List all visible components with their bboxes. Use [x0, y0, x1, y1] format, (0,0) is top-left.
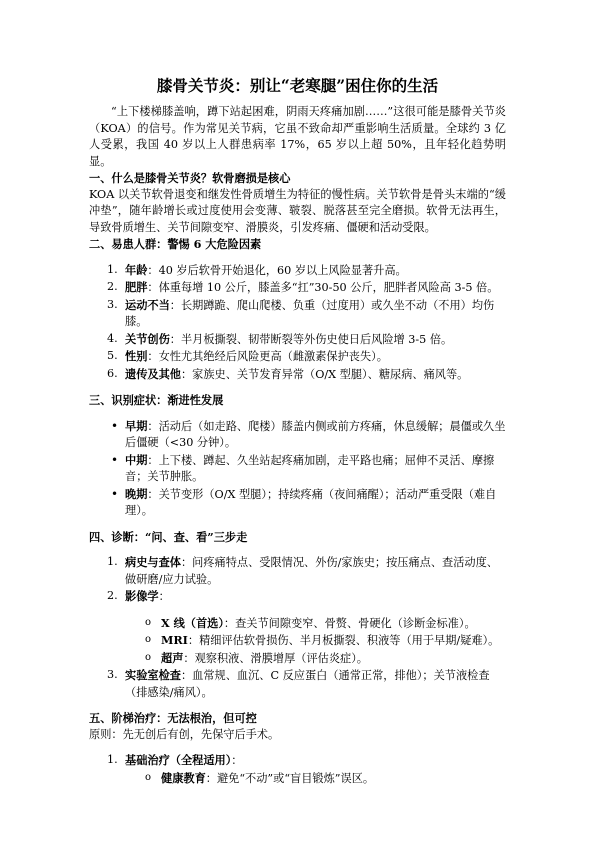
- bullet-icon: •: [111, 418, 119, 433]
- list-item: 2. 肥胖：体重每增 10 公斤，膝盖多“扛”30-50 公斤，肥胖者风险高 3-5 倍。: [107, 280, 499, 294]
- list-item: 2. 影像学：: [107, 589, 170, 603]
- list-item: 4. 关节创伤：半月板撕裂、韧带断裂等外伤史使日后风险增 3-5 倍。: [107, 331, 453, 346]
- list-item: 6. 遗传及其他：家族史、关节发育异常（O/X 型腿）、糖尿病、痛风等。: [107, 366, 469, 381]
- list-item: • 早期：活动后（如走路、爬楼）膝盖内侧或前方疼痛，休息缓解；晨僵或久坐后僵硬（<30 分钟）。: [111, 418, 506, 449]
- section-heading-5: 五、阶梯治疗：无法根治，但可控: [89, 711, 257, 725]
- section-heading-4: 四、诊断：“问、查、看”三步走: [89, 529, 248, 544]
- list-item: o MRI：精细评估软骨损伤、半月板撕裂、积液等（用于早期/疑难）。: [145, 633, 500, 647]
- circle-bullet-icon: o: [145, 616, 152, 628]
- list-item: 5. 性别：女性尤其绝经后风险更高（雌激素保护丧失）。: [107, 349, 388, 363]
- section-heading-1: 一、什么是膝骨关节炎？软骨磨损是核心: [89, 171, 291, 185]
- risk-factor-list: [89, 262, 506, 384]
- list-item: • 中期：上下楼、蹲起、久坐站起疼痛加剧，走平路也痛；屈伸不灵活、摩擦音；关节肿胀。: [111, 452, 495, 483]
- treatment-principle: 原则：先无创后有创，先保守后手术。: [89, 727, 280, 741]
- circle-bullet-icon: o: [145, 634, 152, 645]
- list-item: 3. 实验室检查：血常规、血沉、C 反应蛋白（通常正常，排他）；关节液检查（排感染/痛风）。: [107, 668, 490, 699]
- circle-bullet-icon: o: [145, 651, 152, 663]
- circle-bullet-icon: o: [145, 771, 152, 783]
- list-item: • 晚期：关节变形（O/X 型腿）；持续疼痛（夜间痛醒）；活动严重受限（难自理）。: [111, 486, 497, 517]
- list-item: o X 线（首选）：查关节间隙变窄、骨赘、骨硬化（诊断金标准）。: [145, 615, 476, 630]
- bullet-icon: •: [111, 486, 119, 501]
- intro-paragraph: “上下楼梯膝盖响，蹲下站起困难，阴雨天疼痛加剧……”这很可能是膝骨关节炎（KOA）的信号。作为常见关节病，它虽不致命却严重影响生活质量。全球约 3 亿人受累，我国 40 岁以上人群患病率 17%，65 岁以上超 50%，且年轻化趋势明显。: [89, 105, 506, 168]
- list-item: 1. 基础治疗（全程适用）：: [107, 753, 243, 767]
- document-title: 膝骨关节炎：别让“老寒腿”困住你的生活: [156, 76, 439, 95]
- list-item: o 超声：观察积液、滑膜增厚（评估炎症）。: [145, 650, 368, 665]
- list-item: 1. 病史与查体：问疼痛特点、受限情况、外伤/家族史；按压痛点、查活动度、做研磨/应力试验。: [107, 555, 498, 586]
- list-item: 1. 年龄：40 岁后软骨开始退化，60 岁以上风险显著升高。: [107, 262, 407, 277]
- diagnosis-list-cont: [89, 667, 506, 701]
- diagnosis-list: [89, 554, 506, 606]
- basic-treatment-sublist: [89, 770, 506, 788]
- treatment-list: [89, 752, 506, 770]
- section-1-text: KOA 以关节软骨退变和继发性骨质增生为特征的慢性病。关节软骨是骨头末端的“缓冲垫”，随年龄增长或过度使用会变薄、皲裂、脱落甚至完全磨损。软骨无法再生，导致骨质增生、关节间隙变窄、滑膜炎，引发疼痛、僵硬和活动受限。: [89, 187, 506, 234]
- list-item: 3. 运动不当：长期蹲跪、爬山爬楼、负重（过度用）或久坐不动（不用）均伤膝。: [107, 297, 495, 328]
- list-item: o 健康教育：避免“不动”或“盲目锻炼”误区。: [145, 770, 375, 785]
- imaging-sublist: [89, 615, 506, 668]
- section-heading-3: 三、识别症状：渐进性发展: [89, 393, 224, 407]
- bullet-icon: •: [111, 452, 119, 467]
- symptom-list: [89, 418, 506, 520]
- section-heading-2: 二、易患人群：警惕 6 大危险因素: [89, 237, 262, 251]
